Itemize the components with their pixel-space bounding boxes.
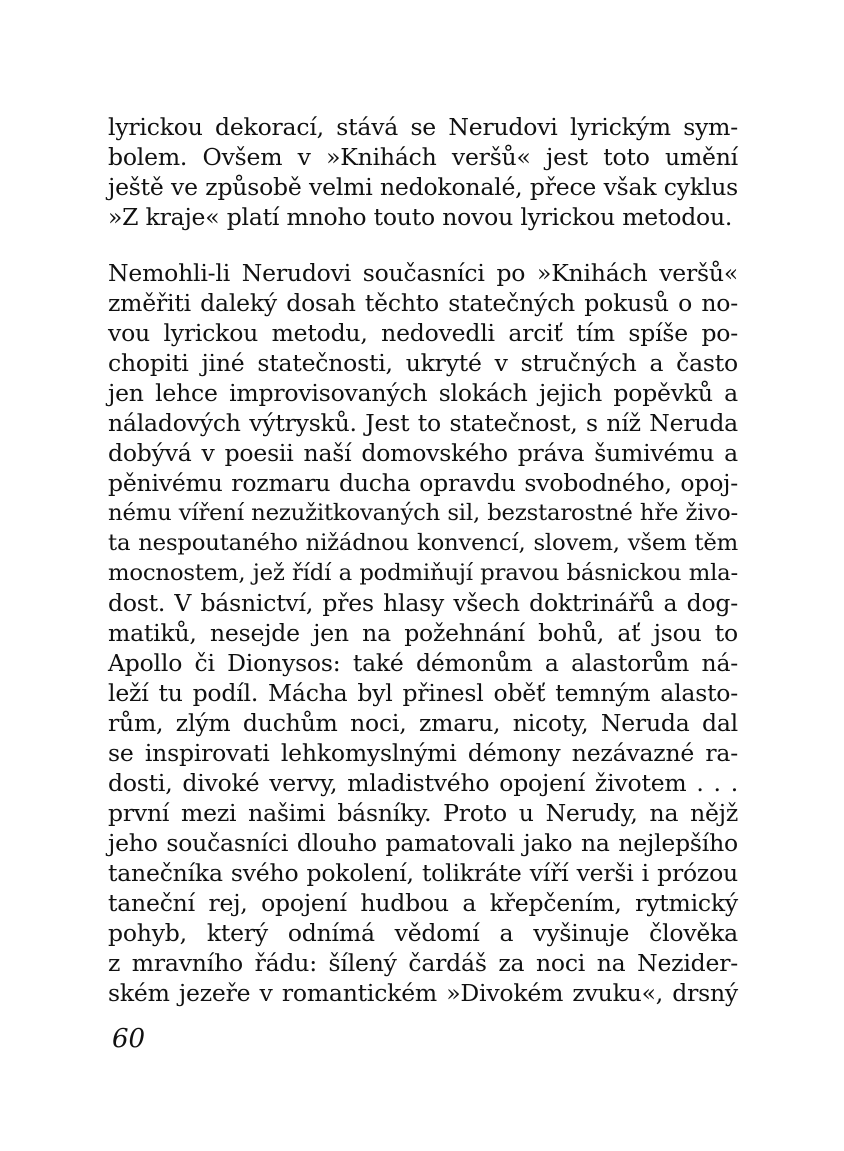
text-line: ském jezeře v romantickém »Divokém zvuku«, drsný [108,979,738,1007]
page-number: 60 [112,1024,146,1054]
text-line: Apollo či Dionysos: také démonům a alastorům ná- [108,649,738,677]
text-line: pohyb, který odnímá vědomí a vyšinuje člověka [108,919,738,947]
text-line: mocnostem, jež řídí a podmiňují pravou básnickou mla- [108,560,738,586]
text-line: změřiti daleký dosah těchto statečných pokusů o no- [108,289,738,317]
text-line: rům, zlým duchům noci, zmaru, nicoty, Neruda dal [108,709,738,737]
text-line: tanečníka svého pokolení, tolikráte víří verši i prózou [108,859,738,887]
text-line: pěnivému rozmaru ducha opravdu svobodného, opoj- [108,469,738,497]
text-line: lyrickou dekorací, stává se Nerudovi lyrickým sym- [108,113,738,141]
text-line: matiků, nesejde jen na požehnání bohů, ať jsou to [108,619,738,647]
text-line: jeho současníci dlouho pamatovali jako na nejlepšího [108,829,738,857]
text-line: dost. V básnictví, přes hlasy všech doktrinářů a dog- [108,589,738,617]
paragraph-2 [108,258,738,1008]
text-line: první mezi našimi básníky. Proto u Nerudy, na nějž [108,799,738,827]
text-line: nému víření nezužitkovaných sil, bezstarostné hře živo- [108,500,738,526]
text-line: chopiti jiné statečnosti, ukryté v stručných a často [108,349,738,377]
paragraph-1 [108,112,738,232]
text-line: bolem. Ovšem v »Knihách veršů« jest toto umění [108,143,738,171]
text-line: z mravního řádu: šílený čardáš za noci na Nezider- [108,949,738,977]
text-line: »Z kraje« platí mnoho touto novou lyrickou metodou. [108,203,733,231]
text-line: náladových výtrysků. Jest to statečnost, s níž Neruda [108,409,738,437]
text-line: ta nespoutaného nižádnou konvencí, slovem, všem těm [108,530,738,556]
text-line: Nemohli-li Nerudovi současníci po »Knihách veršů« [108,259,738,287]
text-line: jen lehce improvisovaných slokách jejich popěvků a [108,379,738,407]
text-line: vou lyrickou metodu, nedovedli arciť tím spíše po- [108,319,738,347]
text-line: taneční rej, opojení hudbou a křepčením, rytmický [108,889,738,917]
text-line: se inspirovati lehkomyslnými démony nezávazné ra- [108,739,738,767]
text-line: ještě ve způsobě velmi nedokonalé, přece však cyklus [108,173,738,201]
text-line: leží tu podíl. Mácha byl přinesl oběť temným alasto- [108,679,738,707]
text-line: dobývá v poesii naší domovského práva šumivému a [108,439,738,467]
text-line: dosti, divoké vervy, mladistvého opojení životem . . . [108,769,738,797]
